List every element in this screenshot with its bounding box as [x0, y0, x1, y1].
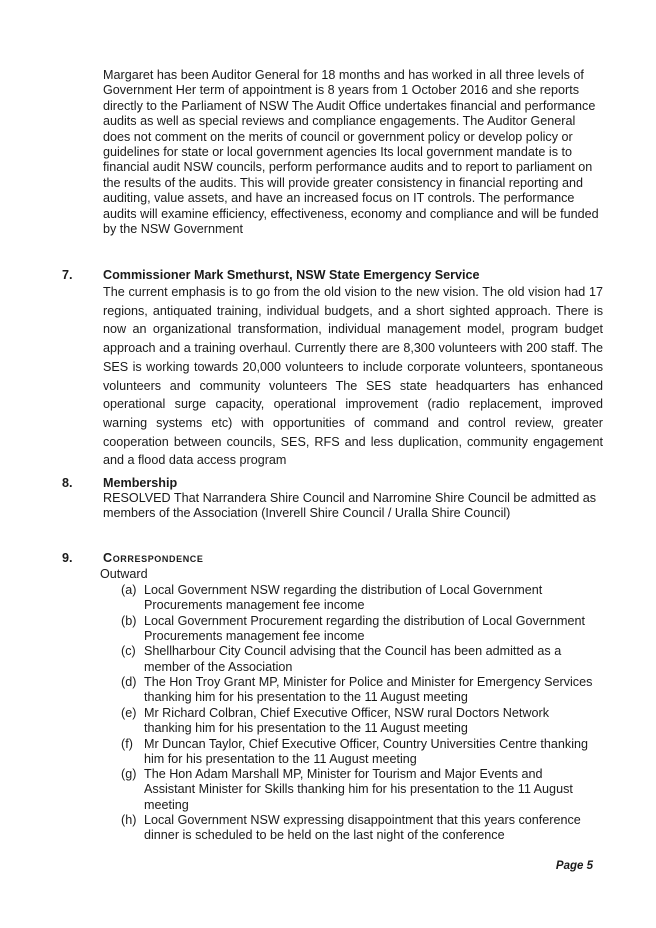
list-item: [121, 737, 596, 767]
list-item: [121, 614, 596, 644]
list-item-label: (b): [121, 613, 137, 628]
section-8-number: 8.: [62, 476, 73, 490]
section-7-title: Commissioner Mark Smethurst, NSW State Emergency Service: [103, 268, 480, 282]
list-item-text: Mr Duncan Taylor, Chief Executive Officer, Country Universities Centre thanking him for his presentation to the 11 August meeting: [144, 736, 589, 766]
list-item-label: (f): [121, 736, 133, 751]
list-item: [121, 675, 596, 705]
section-8-body: RESOLVED That Narrandera Shire Council and Narromine Shire Council be admitted as members of the Association (Inverell Shire Council / Uralla Shire Council): [103, 491, 597, 521]
correspondence-outward-label: Outward: [100, 567, 148, 581]
list-item-text: Shellharbour City Council advising that the Council has been admitted as a member of the Association: [144, 644, 562, 674]
section-7-body: The current emphasis is to go from the old vision to the new vision. The old vision had 17 regions, antiquated training, individual budgets, and a short sighted approach. There is now an organizational transformation, individual management model, program budget approach and a training overhaul. Currently there are 8,300 volunteers with 200 staff. The SES is working towards 20,000 volunteers to include corporate volunteers, spontaneous volunteers and community volunteers The SES state headquarters has enhanced operational surge capacity, operational improvement (radio replacement, improved warning systems etc) with opportunities of command and control review, greater cooperation between councils, SES, RFS and less duplication, community engagement and a flood data access program: [103, 285, 603, 468]
list-item-label: (e): [121, 705, 137, 720]
list-item: [121, 583, 596, 613]
list-item-text: Mr Richard Colbran, Chief Executive Officer, NSW rural Doctors Network thanking him for his presentation to the 11 August meeting: [144, 705, 549, 736]
section-8-title: Membership: [103, 476, 178, 490]
list-item-label: (h): [121, 813, 137, 828]
intro-paragraph: Margaret has been Auditor General for 18 months and has worked in all three levels of Government Her term of appointment is 8 years from 1 October 2016 and she reports directly to the Parliament of NSW The Audit Office undertakes financial and performance audits as well as special reviews and compliance engagements. The Auditor General does not comment on the merits of council or government policy or develop policy or guidelines for state or local government agencies Its local government mandate is to financial audit NSW councils, perform performance audits and to report to parliament on the results of the audits. This will provide greater consistency in financial reporting and auditing, value assets, and have an increased focus on IT controls. The performance audits will examine efficiency, effectiveness, economy and compliance and will be funded by the NSW Government: [103, 68, 599, 237]
list-item: [121, 767, 596, 813]
correspondence-list: [121, 583, 596, 844]
section-7-number: 7.: [62, 268, 73, 282]
list-item-label: (a): [121, 583, 137, 597]
list-item-text: Local Government NSW regarding the distribution of Local Government Procurements management fee income: [144, 583, 543, 613]
list-item: [121, 706, 596, 736]
list-item-label: (c): [121, 644, 136, 659]
list-item-text: Local Government Procurement regarding the distribution of Local Government Procurements management fee income: [144, 613, 586, 643]
list-item-label: (d): [121, 675, 137, 690]
section-9-number: 9.: [62, 551, 73, 565]
list-item: [121, 813, 596, 843]
list-item-text: The Hon Troy Grant MP, Minister for Police and Minister for Emergency Services thanking him for his presentation to the 11 August meeting: [144, 675, 593, 705]
list-item: [121, 644, 596, 674]
list-item-text: The Hon Adam Marshall MP, Minister for Tourism and Major Events and Assistant Minister for Skills thanking him for his presentation to the 11 August meeting: [144, 767, 573, 812]
list-item-label: (g): [121, 767, 137, 782]
section-9-title: Correspondence: [103, 551, 204, 565]
list-item-text: Local Government NSW expressing disappointment that this years conference dinner is scheduled to be held on the last night of the conference: [144, 813, 581, 843]
page-number: Page 5: [555, 860, 593, 872]
